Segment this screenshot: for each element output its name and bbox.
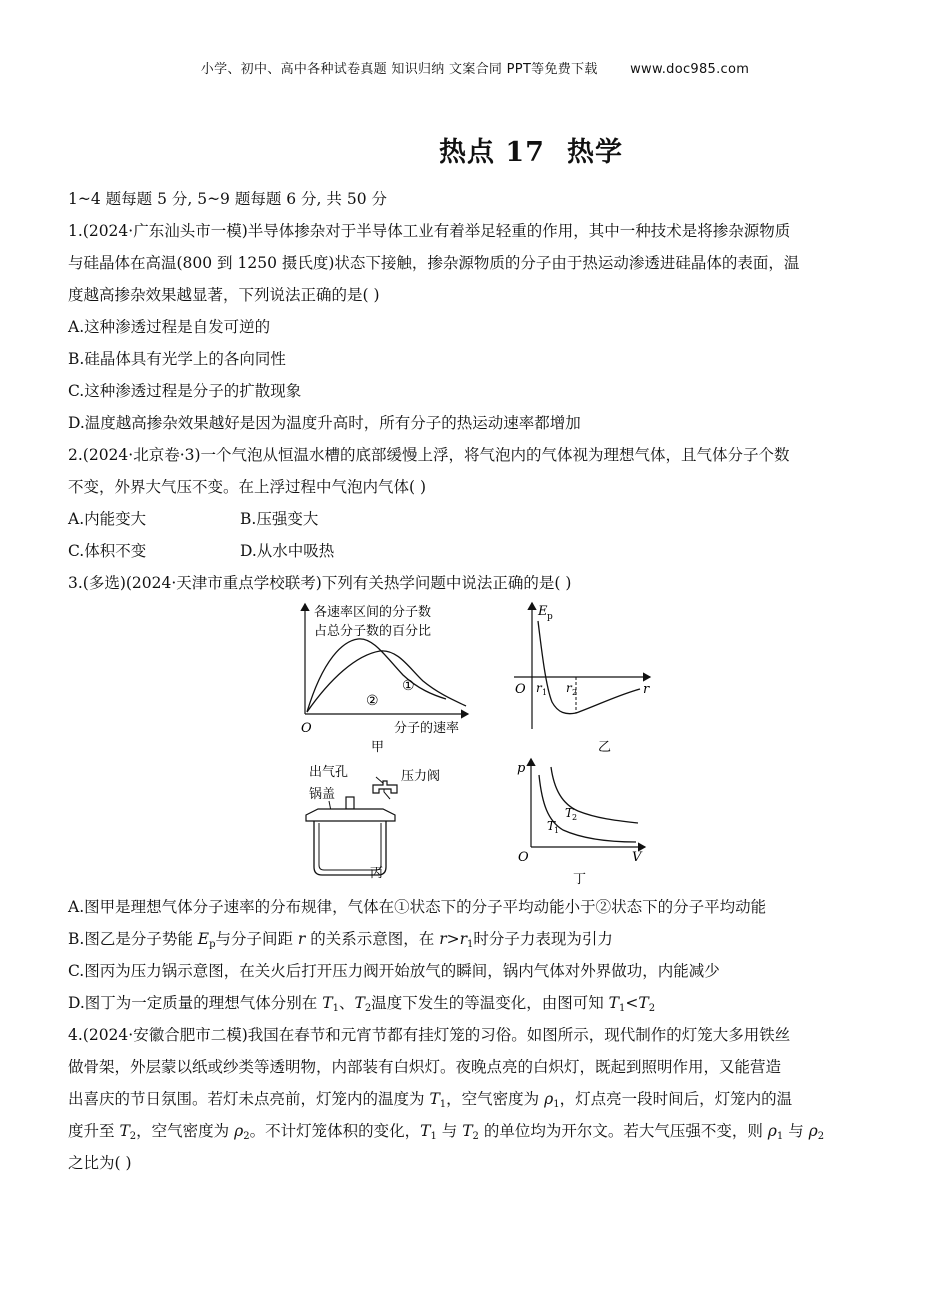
- q1-option-c: C.这种渗透过程是分子的扩散现象: [68, 382, 302, 400]
- q3-d-lt: <: [625, 994, 639, 1012]
- q4-l4-rbs: 2: [817, 1131, 825, 1142]
- q4-l3-b: ，空气密度为: [446, 1090, 545, 1108]
- yi-caption: 乙: [598, 740, 612, 755]
- q4-l4-rb: ρ: [808, 1122, 818, 1140]
- yi-r2: r: [566, 681, 572, 695]
- yi-origin: O: [515, 682, 526, 697]
- q3-stem: 3.(多选)(2024·天津市重点学校联考)下列有关热学问题中说法正确的是( ): [68, 574, 572, 592]
- bing-valve-shape: [373, 781, 397, 793]
- q4-l3-rho: ρ: [544, 1090, 554, 1108]
- q3-d-cmp-t: T: [608, 994, 619, 1012]
- bing-vent-pipe: [346, 797, 354, 809]
- q4-l4-f: 与: [783, 1122, 809, 1140]
- page-content: [68, 183, 888, 1179]
- q3-d-1: 1: [332, 1003, 339, 1014]
- jia-curve-1-label: ①: [402, 678, 415, 694]
- q3-d-cmp-t2: T: [638, 994, 649, 1012]
- q4-l4-2: 2: [129, 1131, 137, 1142]
- q4-l4-r2: 2: [243, 1131, 250, 1142]
- q4-line-5: 之比为( ): [68, 1154, 132, 1172]
- ding-t1-sub: 1: [554, 826, 560, 835]
- q3-b-mid: 与分子间距: [215, 930, 298, 948]
- page-header: [0, 58, 950, 77]
- ding-t2-sub: 2: [572, 813, 578, 822]
- q4-l3-a: 出喜庆的节日氛围。若灯未点亮前，灯笼内的温度为: [68, 1090, 430, 1108]
- q4-line-4: [68, 1115, 888, 1147]
- q4-l3-t: T: [429, 1090, 440, 1108]
- q3-b-esub: p: [209, 939, 216, 950]
- scoring-note: 1~4 题每题 5 分, 5~9 题每题 6 分, 共 50 分: [68, 190, 387, 208]
- q4-l4-ra: ρ: [767, 1122, 777, 1140]
- ding-origin: O: [518, 850, 529, 865]
- yi-r1-sub: 1: [542, 688, 548, 697]
- q3-option-b: [68, 923, 888, 955]
- q2-option-d: D.从水中吸热: [240, 542, 335, 560]
- q3-b-post: 时分子力表现为引力: [473, 930, 613, 948]
- q4-l4-t: T: [119, 1122, 130, 1140]
- bing-lid-label: 锅盖: [309, 787, 336, 802]
- q2-option-b: B.压强变大: [240, 510, 319, 528]
- title-part1: 热点 17: [439, 137, 545, 168]
- header-text: 小学、初中、高中各种试卷真题 知识归纳 文案合同 PPT等免费下载: [200, 62, 598, 77]
- ding-ylabel: p: [517, 761, 526, 776]
- q4-l3-c: ，灯点亮一段时间后，灯笼内的温: [559, 1090, 793, 1108]
- q1-option-a: A.这种渗透过程是自发可逆的: [68, 318, 271, 336]
- q4-l4-t2s: 2: [472, 1131, 479, 1142]
- q4-l4-ras: 1: [776, 1131, 784, 1142]
- graph-jia: [301, 604, 468, 755]
- jia-xlabel: 分子的速率: [394, 721, 460, 736]
- q3-b-cond: r>r: [439, 930, 468, 948]
- q4-l4-b: ，空气密度为: [136, 1122, 235, 1140]
- q4-l4-c: 。不计灯笼体积的变化，: [249, 1122, 421, 1140]
- q3-d-t2: T: [354, 994, 365, 1012]
- q3-b-pre: B.图乙是分子势能: [68, 930, 198, 948]
- q2-line-2: 不变，外界大气压不变。在上浮过程中气泡内气体( ): [68, 478, 427, 496]
- q3-d-pre: D.图丁为一定质量的理想气体分别在: [68, 994, 323, 1012]
- graph-ding: [517, 759, 645, 887]
- q3-option-d: [68, 987, 888, 1019]
- bing-pot-inner: [319, 823, 381, 870]
- q4-l3-r1: 1: [553, 1099, 560, 1110]
- q4-l4-e: 的单位均为开尔文。若大气压强不变，则: [478, 1122, 768, 1140]
- q3-d-t: T: [322, 994, 333, 1012]
- q3-b-r: r: [297, 930, 306, 948]
- yi-r2-sub: 2: [572, 688, 578, 697]
- q4-l4-d: 与: [436, 1122, 463, 1140]
- q4-l3-1: 1: [439, 1099, 447, 1110]
- bing-lid-shape: [306, 809, 395, 821]
- ding-xlabel: V: [632, 850, 642, 865]
- q1-line-2: 与硅晶体在高温(800 到 1250 摄氏度)状态下接触，掺杂源物质的分子由于热运动渗透进硅晶体的表面，温: [68, 254, 800, 272]
- q4-line-2: 做骨架，外层蒙以纸或纱类等透明物，内部装有白炽灯。夜晚点亮的白炽灯，既起到照明作用，又能营造: [68, 1058, 782, 1076]
- q2-options-row-2: [68, 535, 888, 567]
- yi-xlabel: r: [643, 682, 650, 697]
- q2-option-c: C.体积不变: [68, 542, 147, 560]
- ding-t1-label: T: [547, 819, 556, 833]
- q3-b-e: E: [197, 930, 210, 948]
- jia-ylabel-1: 各速率区间的分子数: [314, 605, 432, 620]
- q4-l4-rho: ρ: [234, 1122, 244, 1140]
- q3-d-2: 2: [364, 1003, 372, 1014]
- q3-b-mid2: 的关系示意图，在: [305, 930, 440, 948]
- q1-option-b: B.硅晶体具有光学上的各向同性: [68, 350, 286, 368]
- q1-line-1: 1.(2024·广东汕头市一模)半导体掺杂对于半导体工业有着举足轻重的作用，其中一种技术是将掺杂源物质: [68, 222, 791, 240]
- q3-d-sep: 、: [338, 994, 355, 1012]
- q3-figure-svg: [68, 599, 888, 891]
- q3-option-c: C.图丙为压力锅示意图，在关火后打开压力阀开始放气的瞬间，锅内气体对外界做功，内能减少: [68, 962, 720, 980]
- q3-d-cmp-2: 2: [648, 1003, 656, 1014]
- jia-curve-2-label: ②: [366, 693, 379, 709]
- header-url[interactable]: www.doc985.com: [630, 62, 750, 77]
- q3-d-cmp-1: 1: [618, 1003, 626, 1014]
- q1-line-3: 度越高掺杂效果越显著，下列说法正确的是( ): [68, 286, 380, 304]
- graph-yi: [514, 603, 650, 755]
- q3-figure: [68, 599, 888, 891]
- q3-d-mid: 温度下发生的等温变化，由图可知: [371, 994, 609, 1012]
- jia-ylabel-2: 占总分子数的百分比: [314, 624, 432, 639]
- title-part2: 热学: [566, 137, 623, 168]
- q4-l4-a: 度升至: [68, 1122, 120, 1140]
- q2-options-row-1: [68, 503, 888, 535]
- q4-l4-t2: T: [462, 1122, 473, 1140]
- q3-option-a: A.图甲是理想气体分子速率的分布规律，气体在①状态下的分子平均动能小于②状态下的分子平均动能: [68, 898, 767, 916]
- jia-caption: 甲: [371, 740, 385, 755]
- q4-line-3: [68, 1083, 888, 1115]
- yi-r1: r: [536, 681, 542, 695]
- bing-caption: 丙: [370, 866, 384, 881]
- figure-bing-pressure-cooker: [306, 764, 440, 881]
- q3-b-cond-sub: 1: [467, 939, 474, 950]
- q4-l4-t1: T: [420, 1122, 431, 1140]
- q2-option-a: A.内能变大: [68, 510, 147, 528]
- yi-potential-curve: [538, 621, 640, 714]
- bing-valve-label: 压力阀: [401, 769, 441, 784]
- jia-origin: O: [301, 721, 312, 736]
- q1-option-d: D.温度越高掺杂效果越好是因为温度升高时，所有分子的热运动速率都增加: [68, 414, 581, 432]
- page-title: [0, 130, 950, 169]
- yi-ylabel-sub: p: [547, 612, 553, 622]
- q2-line-1: 2.(2024·北京卷·3)一个气泡从恒温水槽的底部缓慢上浮，将气泡内的气体视为理想气体，且气体分子个数: [68, 446, 790, 464]
- ding-t2-label: T: [565, 806, 574, 820]
- ding-caption: 丁: [573, 872, 587, 887]
- q4-l4-t1s: 1: [430, 1131, 437, 1142]
- yi-ylabel: E: [538, 604, 548, 619]
- bing-vent-label: 出气孔: [309, 765, 349, 780]
- q4-line-1: 4.(2024·安徽合肥市二模)我国在春节和元宵节都有挂灯笼的习俗。如图所示，现代制作的灯笼大多用铁丝: [68, 1026, 791, 1044]
